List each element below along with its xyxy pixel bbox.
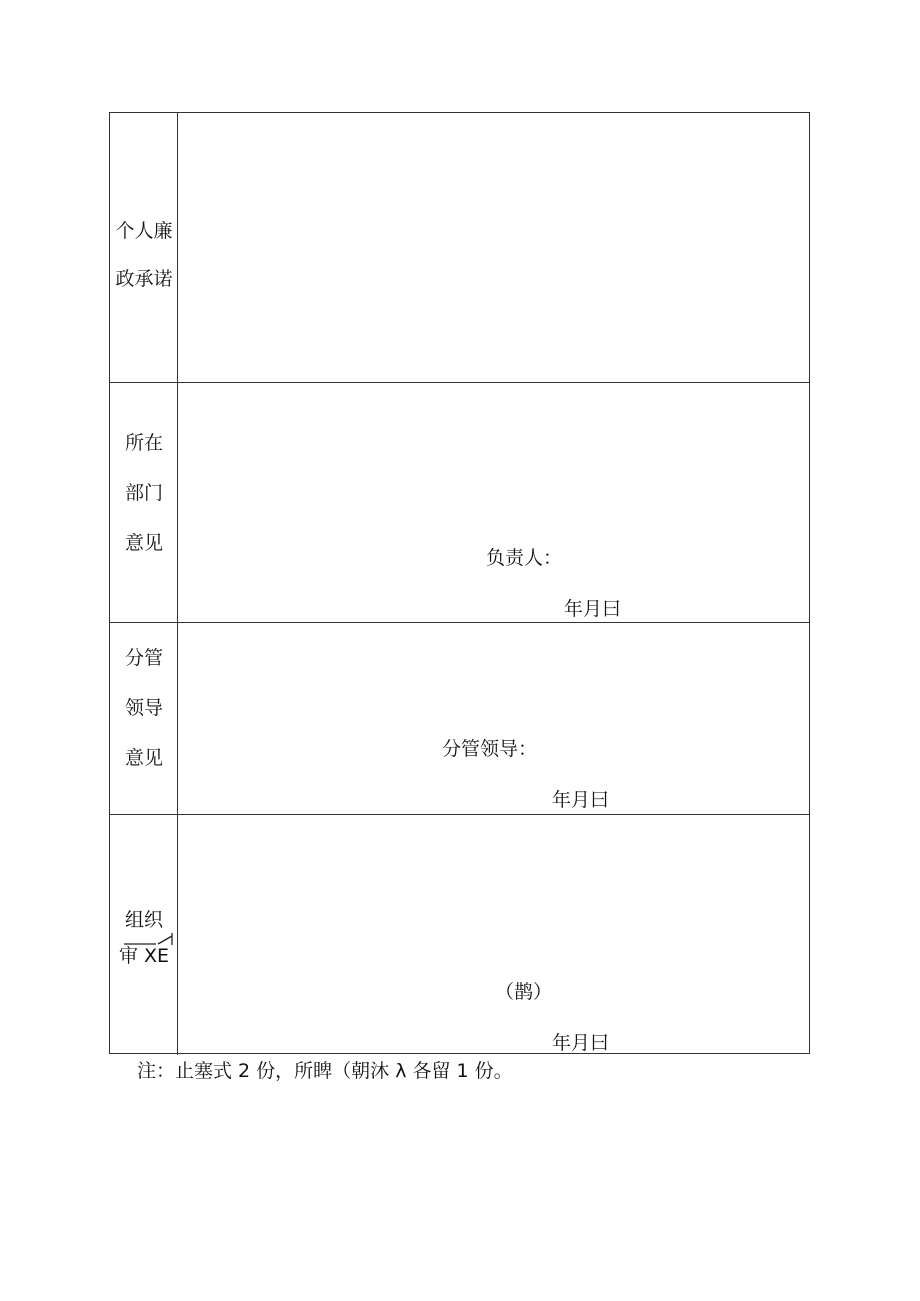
pledge-label-line1: 个人廉 bbox=[115, 220, 173, 242]
org-date-label: 年月曰 bbox=[552, 1032, 610, 1054]
leader-label-line2: 领导 bbox=[124, 697, 163, 719]
pledge-label-cell bbox=[110, 113, 178, 382]
leader-content-cell[interactable] bbox=[178, 623, 809, 814]
dept-label-line3: 意见 bbox=[124, 532, 163, 554]
dept-opinion-row bbox=[110, 383, 809, 623]
pledge-content-cell[interactable] bbox=[178, 113, 809, 382]
dept-label-line2: 部门 bbox=[124, 482, 163, 504]
leader-signer-label: 分管领导： bbox=[442, 738, 538, 760]
dept-content-cell[interactable] bbox=[178, 383, 809, 622]
org-seal-label: （鹊） bbox=[495, 981, 553, 1003]
dept-label-cell bbox=[110, 383, 178, 622]
org-label-line1: 组织 bbox=[124, 909, 163, 931]
leader-label-cell bbox=[110, 623, 178, 814]
leader-label-line1: 分管 bbox=[124, 647, 163, 669]
org-review-row bbox=[110, 815, 809, 1055]
leader-label-line3: 意见 bbox=[124, 747, 163, 769]
pledge-label-line2: 政承诺 bbox=[115, 268, 173, 290]
pledge-row bbox=[110, 113, 809, 383]
org-label-cell bbox=[110, 815, 178, 1055]
strikethrough-mark bbox=[122, 933, 174, 947]
leader-date-label: 年月曰 bbox=[552, 789, 610, 811]
approval-form-table bbox=[109, 112, 810, 1054]
dept-label-line1: 所在 bbox=[124, 432, 163, 454]
dept-signer-label: 负责人： bbox=[486, 547, 563, 569]
leader-opinion-row bbox=[110, 623, 809, 815]
dept-date-label: 年月曰 bbox=[564, 598, 622, 620]
footnote: 注：止塞式 2 份，所睥（朝沐 λ 各留 1 份。 bbox=[137, 1060, 513, 1082]
org-label-line2: 审 XE bbox=[118, 945, 170, 967]
org-content-cell[interactable] bbox=[178, 815, 809, 1055]
